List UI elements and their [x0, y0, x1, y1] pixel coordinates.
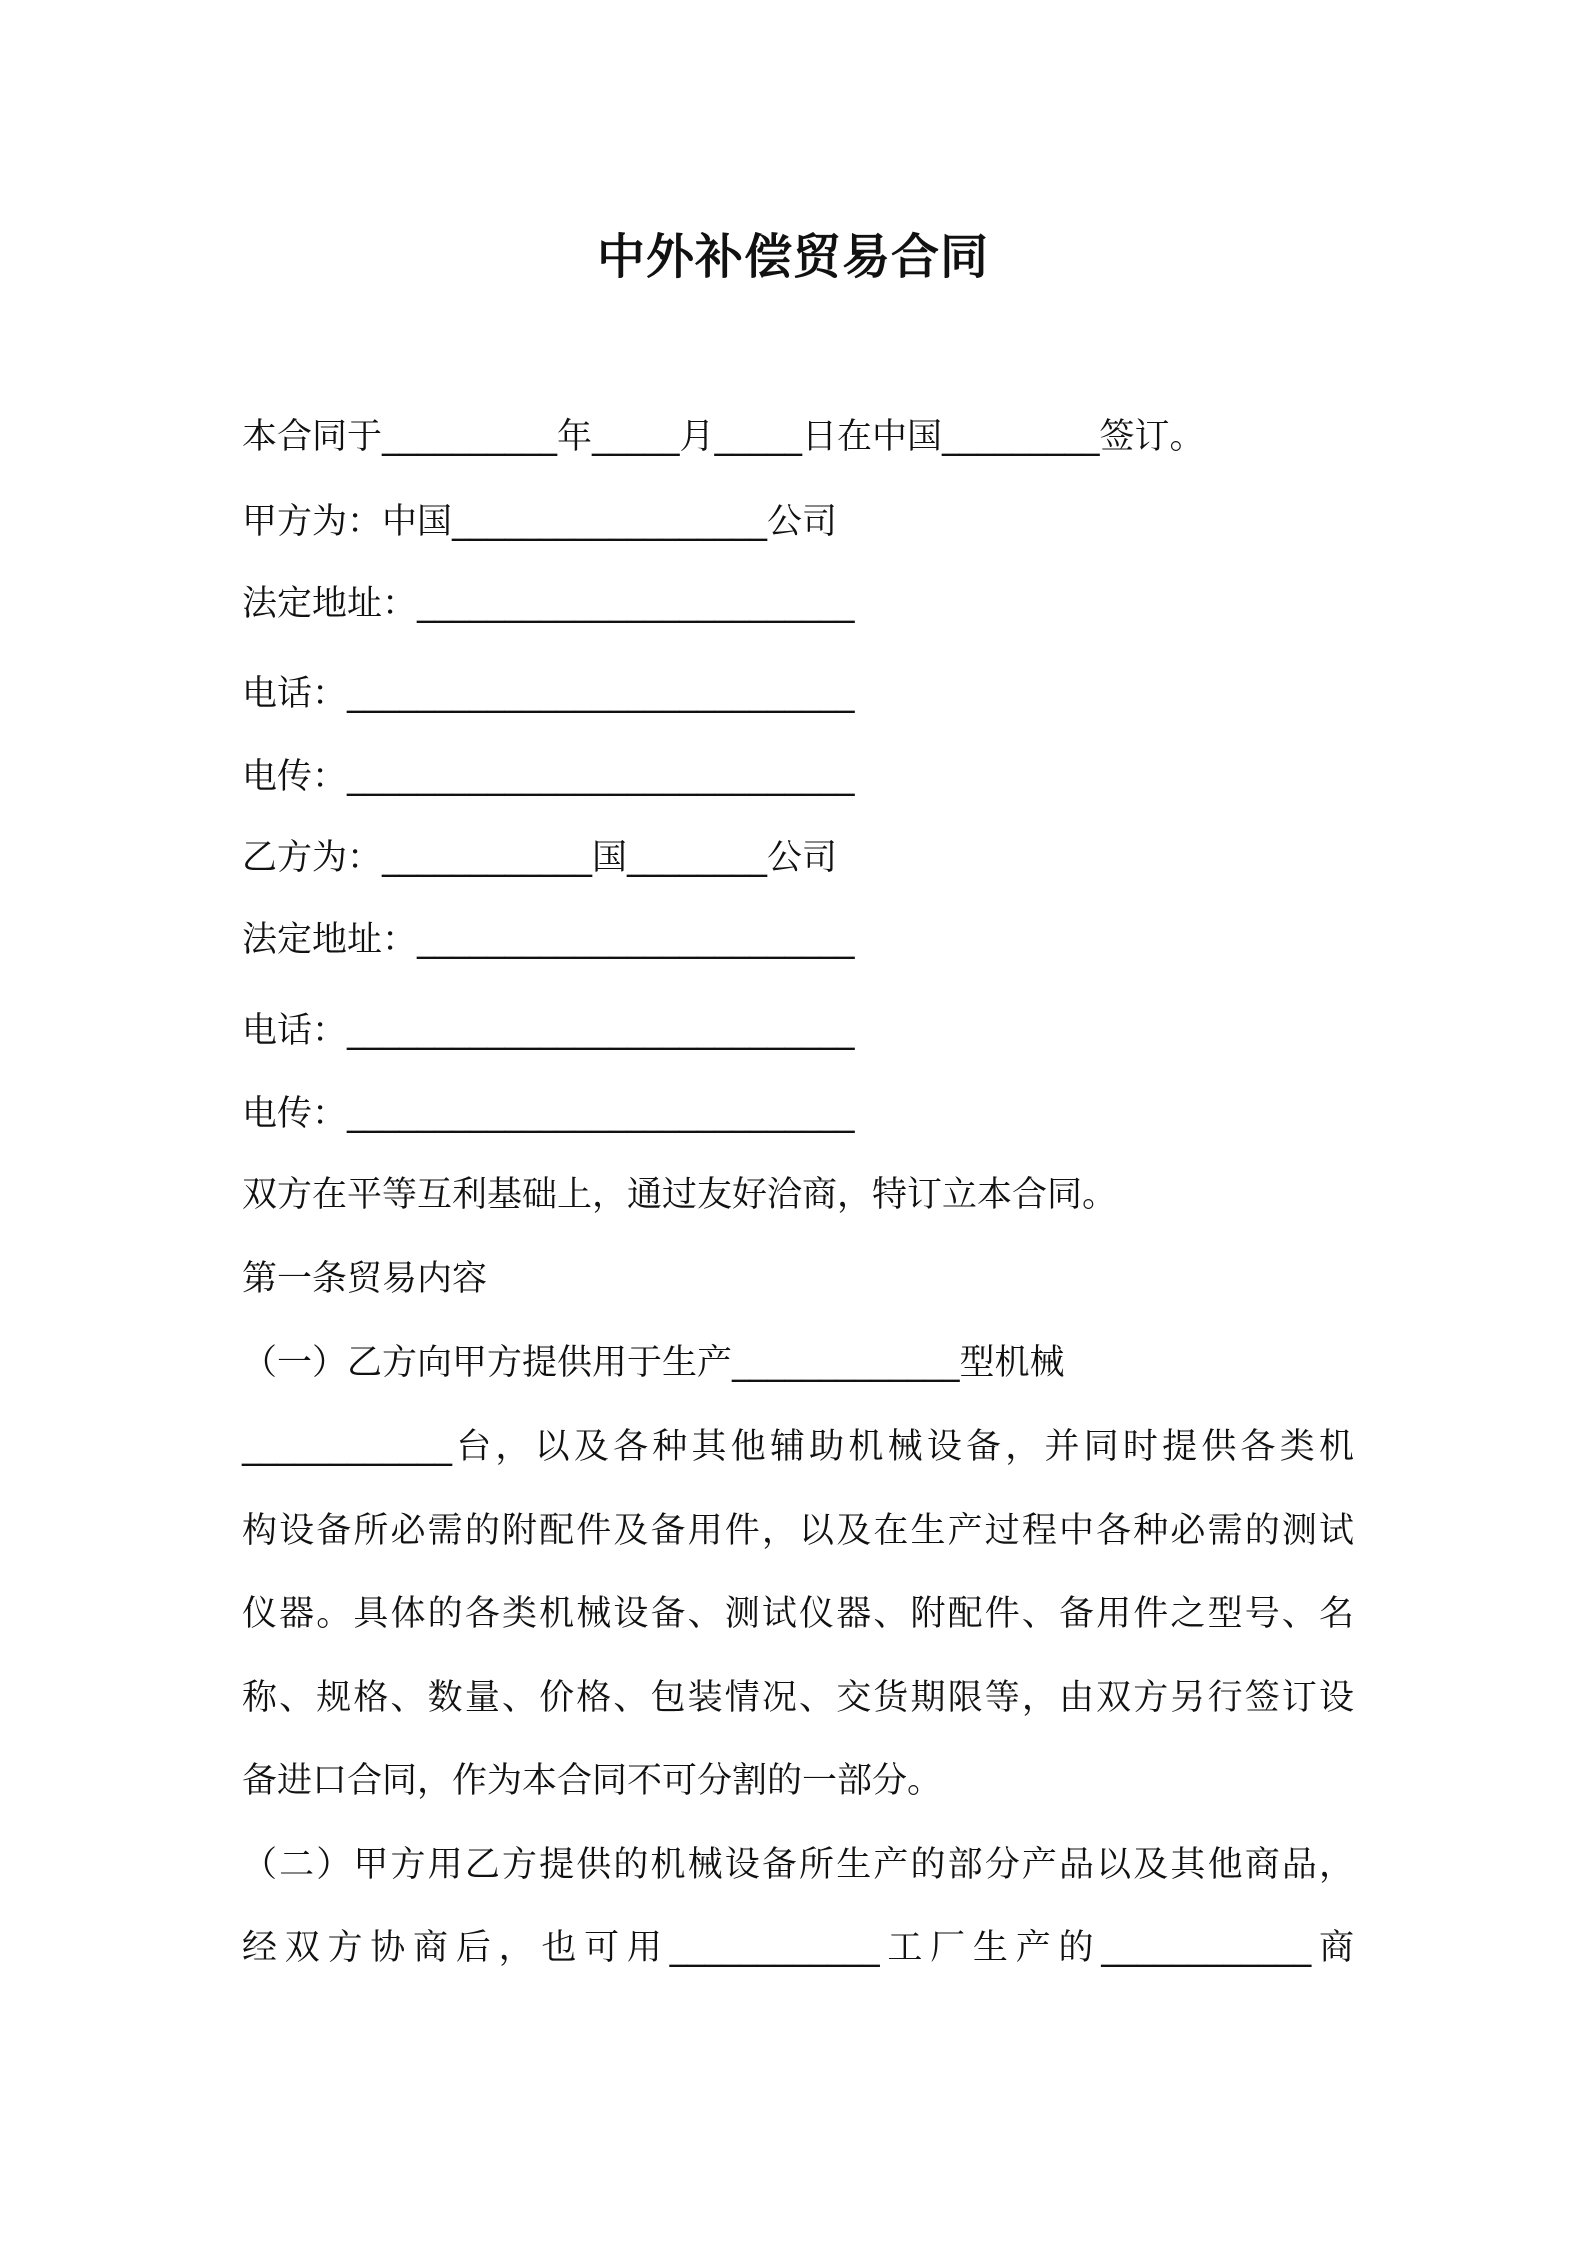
party-a-address-line: 法定地址：_________________________	[242, 584, 855, 624]
document-title: 中外补偿贸易合同	[596, 229, 989, 285]
clause-2-line-2: 经双方协商后，也可用____________工厂生产的____________商	[242, 1928, 1354, 1968]
clause-1-line-6: 备进口合同，作为本合同不可分割的一部分。	[242, 1761, 943, 1801]
clause-1-line-2: ____________台，以及各种其他辅助机械设备，并同时提供各类机	[242, 1427, 1354, 1467]
party-b-telex-line: 电传：_____________________________	[242, 1094, 855, 1134]
preamble-paragraph: 双方在平等互利基础上，通过友好洽商，特订立本合同。	[242, 1175, 1118, 1215]
clause-1-line-4: 仪器。具体的各类机械设备、测试仪器、附配件、备用件之型号、名	[242, 1594, 1354, 1634]
clause-1-line-3: 构设备所必需的附配件及备用件，以及在生产过程中各种必需的测试	[242, 1511, 1354, 1551]
clause-1-line-5: 称、规格、数量、价格、包装情况、交货期限等，由双方另行签订设	[242, 1678, 1354, 1718]
party-b-phone-line: 电话：_____________________________	[242, 1011, 855, 1051]
party-b-address-line: 法定地址：_________________________	[242, 920, 855, 960]
clause-2-line-1: （二）甲方用乙方提供的机械设备所生产的部分产品以及其他商品，	[242, 1845, 1354, 1885]
party-b-company-line: 乙方为：____________国________公司	[242, 838, 838, 878]
article-1-heading: 第一条贸易内容	[242, 1259, 488, 1299]
party-a-telex-line: 电传：_____________________________	[242, 757, 855, 797]
signing-date-place-line: 本合同于__________年_____月_____日在中国_________签订。	[242, 417, 1205, 457]
party-a-phone-line: 电话：_____________________________	[242, 674, 855, 714]
party-a-company-line: 甲方为：中国__________________公司	[242, 502, 838, 542]
clause-1-line-1: （一）乙方向甲方提供用于生产_____________型机械	[242, 1343, 1065, 1383]
